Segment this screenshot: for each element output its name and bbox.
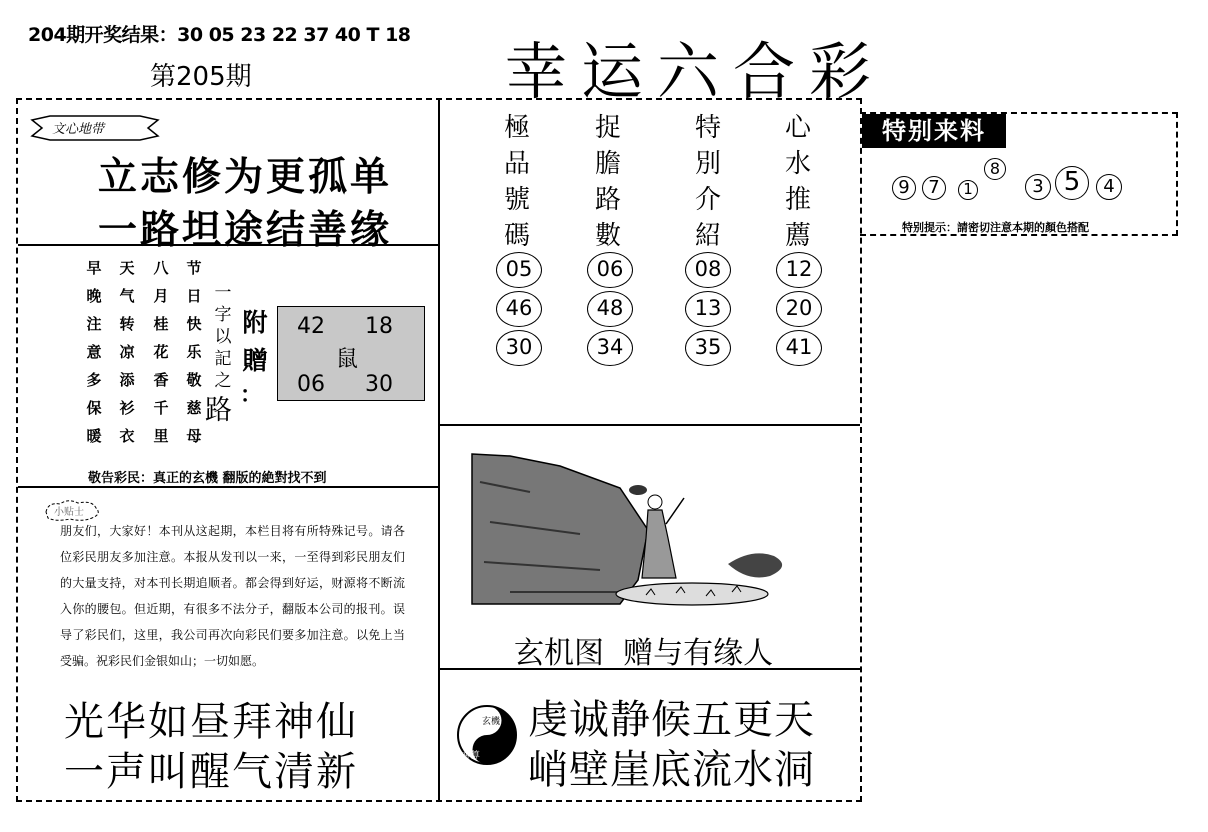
pick-number: 35 bbox=[685, 330, 731, 366]
letter-poem-2: 一声叫醒气清新 bbox=[64, 749, 358, 795]
pick-number: 05 bbox=[496, 252, 542, 288]
taiji-poem-2: 峭壁崖底流水洞 bbox=[528, 747, 815, 793]
pick-number: 06 bbox=[587, 252, 633, 288]
mystery-caption: 玄机图 赠与有缘人 bbox=[514, 636, 774, 671]
seal-top-text: 玄機 bbox=[482, 717, 501, 727]
gift-number: 42 bbox=[297, 314, 325, 339]
special-ball: 4 bbox=[1096, 174, 1122, 200]
side-label: 一字以記之 bbox=[214, 283, 232, 391]
picks-header-3: 特別介紹 bbox=[694, 113, 721, 251]
motto-tag bbox=[30, 112, 160, 144]
poem-column-2: 天气转凉添衫衣 bbox=[119, 259, 135, 445]
special-title: 特别来料 bbox=[862, 114, 1006, 148]
picks-header-4: 心水推薦 bbox=[784, 113, 811, 251]
gift-colon: ： bbox=[240, 383, 263, 408]
picks-header-1: 極品號碼 bbox=[503, 113, 530, 251]
special-ball: 3 bbox=[1025, 174, 1051, 200]
special-ball: 9 bbox=[892, 176, 916, 200]
motto-line-1: 立志修为更孤单 bbox=[98, 154, 393, 200]
gift-number: 18 bbox=[365, 314, 393, 339]
letter-poem-1: 光华如昼拜神仙 bbox=[64, 699, 358, 745]
poem-column-3: 八月桂花香千里 bbox=[153, 259, 169, 445]
seal-bottom-text: 神算 bbox=[462, 751, 481, 761]
pick-number: 08 bbox=[685, 252, 731, 288]
pick-number: 12 bbox=[776, 252, 822, 288]
special-ball: 7 bbox=[922, 176, 946, 200]
taiji-poem-1: 虔诚静候五更天 bbox=[528, 697, 815, 743]
pick-number: 48 bbox=[587, 291, 633, 327]
poem-column-1: 早晚注意多保暖 bbox=[86, 259, 102, 445]
motto-tag-label: 文心地带 bbox=[52, 122, 105, 137]
motto-line-2: 一路坦途结善缘 bbox=[98, 207, 393, 253]
pick-number: 30 bbox=[496, 330, 542, 366]
pick-number: 13 bbox=[685, 291, 731, 327]
gift-animal: 鼠 bbox=[336, 347, 359, 372]
side-label-last: 路 bbox=[205, 395, 232, 426]
special-ball: 5 bbox=[1055, 166, 1089, 200]
gift-number: 30 bbox=[365, 372, 393, 397]
pick-number: 41 bbox=[776, 330, 822, 366]
pick-number: 20 bbox=[776, 291, 822, 327]
letter-tag-label: 小贴士 bbox=[54, 507, 84, 518]
issue-number: 第205期 bbox=[150, 62, 252, 92]
special-ball: 8 bbox=[984, 158, 1006, 180]
sage-by-pond-illustration bbox=[470, 452, 800, 610]
picks-header-2: 捉膽路數 bbox=[594, 113, 621, 251]
previous-result: 204期开奖结果：30 05 23 22 37 40 T 18 bbox=[28, 24, 411, 46]
poem-column-4: 节日快乐敬慈母 bbox=[186, 259, 202, 445]
special-ball: 1 bbox=[958, 180, 978, 200]
pick-number: 34 bbox=[587, 330, 633, 366]
gift-label: 附贈 bbox=[242, 308, 268, 375]
special-tip: 特别提示：請密切注意本期的顏色搭配 bbox=[902, 221, 1089, 234]
notice-paragraph: 朋友们，大家好！本刊从这起期，本栏目将有所特殊记号。请各位彩民朋友多加注意。本报从发刊以一来，一至得到彩民朋友们的大量支持，对本刊长期追顺者。都会得到好运，财源将不断流入你的腰包。但近期，有很多不法分子，翻版本公司的报刊。误导了彩民们，这里，我公司再次向彩民们要多加注意。以免上当受骗。祝彩民们金银如山；一切如愿。 bbox=[60, 524, 405, 668]
pick-number: 46 bbox=[496, 291, 542, 327]
brand-title: 幸运六合彩 bbox=[505, 35, 886, 108]
gift-number: 06 bbox=[297, 372, 325, 397]
notice-line: 敬告彩民：真正的玄機 翻版的絶對找不到 bbox=[88, 471, 327, 486]
